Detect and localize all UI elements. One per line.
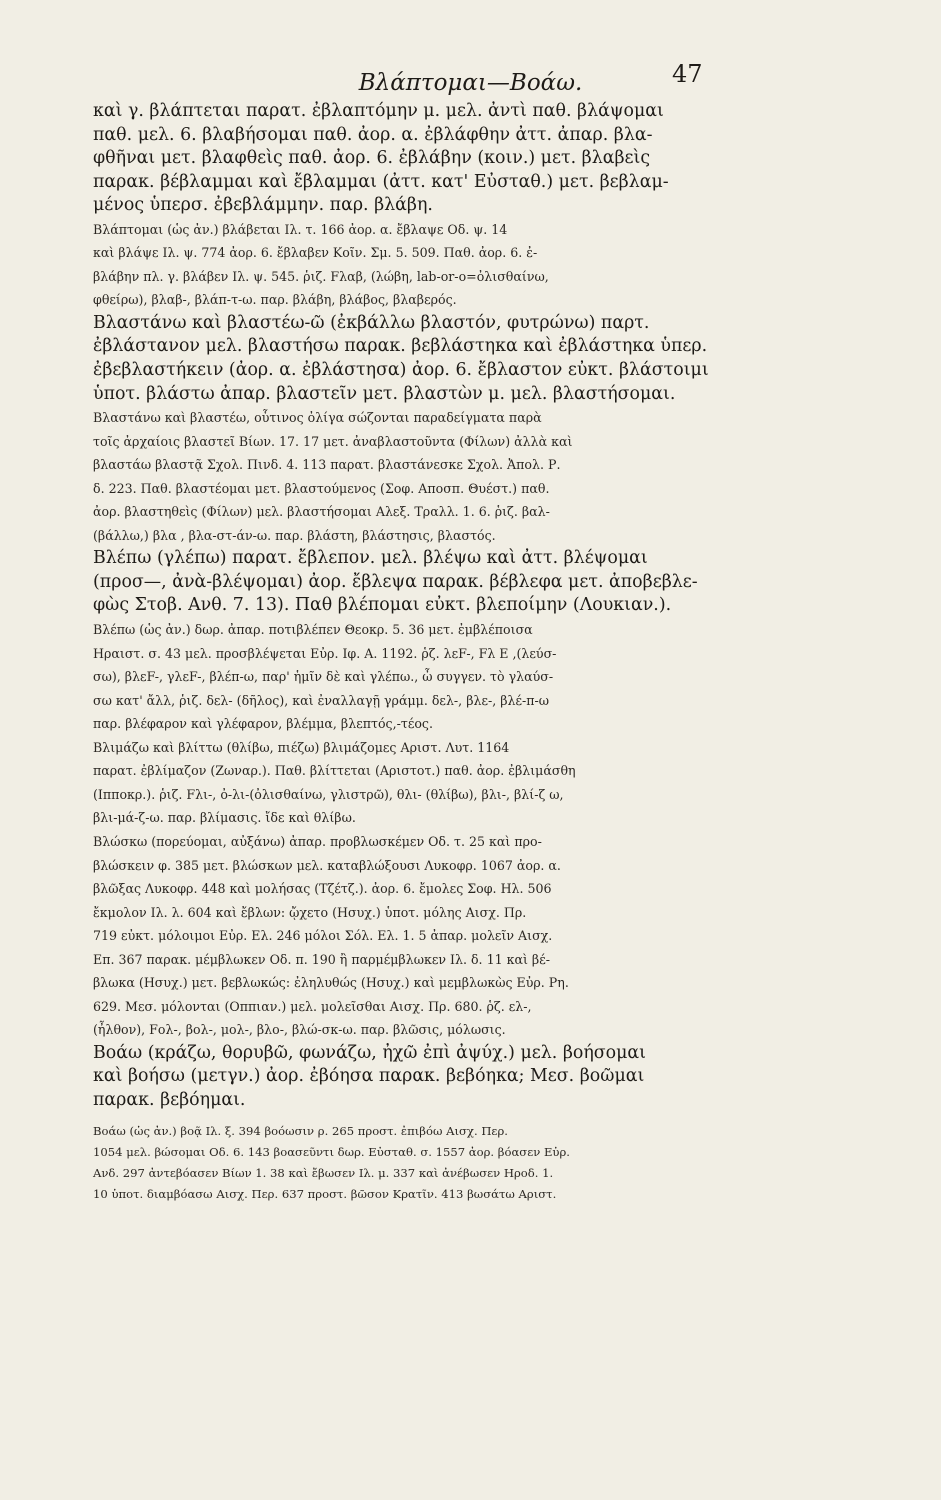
entry-line: ὑποτ. βλάστω ἀπαρ. βλαστεῖν μετ. βλαστὼν μ. μελ. βλαστήσομαι. [93, 383, 676, 404]
entry-line: φὼς Στοβ. Ανθ. 7. 13). Παθ βλέπομαι εὐκτ. βλεποίμην (Λουκιαν.). [93, 595, 672, 616]
note-line: ἀορ. βλαστηθεὶς (Φίλων) μελ. βλαστήσομαι Αλεξ. Τραλλ. 1. 6. ῥιζ. βαλ- [93, 504, 550, 520]
note-line: τοῖς ἀρχαίοις βλαστεῖ Βίων. 17. 17 μετ. ἀναβλαστοῦντα (Φίλων) ἀλλὰ καὶ [93, 433, 573, 449]
footnote-line: 10 ὑποτ. διαμβόασω Αισχ. Περ. 637 προστ. βῶσον Κρατῖν. 413 βωσάτω Αριστ. [93, 1186, 557, 1201]
note-line: σω κατ' ἄλλ, ῥιζ. δελ- (δῆλος), καὶ ἐναλλαγῇ γράμμ. δελ-, βλε-, βλέ-π-ω [93, 692, 550, 708]
note-line: Βλέπω (ὡς ἀν.) δωρ. ἀπαρ. ποτιβλέπεν Θεοκρ. 5. 36 μετ. ἐμβλέποισα [93, 622, 533, 638]
entry-line: Βλαστάνω καὶ βλαστέω-ῶ (ἐκβάλλω βλαστόν, φυτρώνω) παρτ. [93, 312, 650, 333]
note-line: δ. 223. Παθ. βλαστέομαι μετ. βλαστούμενος (Σοφ. Αποσπ. Θυέστ.) παθ. [93, 480, 550, 496]
note-line: Βλιμάζω καὶ βλίττω (θλίβω, πιέζω) βλιμάζομες Αριστ. Λυτ. 1164 [93, 739, 510, 755]
note-line: σω), βλεF-, γλεF-, βλέπ-ω, παρ' ἡμῖν δὲ καὶ γλέπω., ὦ συγγεν. τὸ γλαύσ- [93, 669, 554, 685]
note-line: καὶ βλάψε Ιλ. ψ. 774 ἀορ. 6. ἔβλαβεν Κοῖν. Σμ. 5. 509. Παθ. ἀορ. 6. ἐ- [93, 245, 538, 261]
entry-line: ἐβλάστανον μελ. βλαστήσω παρακ. βεβλάστηκα καὶ ἐβλάστηκα ὑπερ. [93, 336, 708, 357]
entry-line: παρακ. βέβλαμμαι καὶ ἔβλαμμαι (ἀττ. κατ' Εὐσταθ.) μετ. βεβλαμ- [93, 171, 669, 192]
footnote-line: Ανδ. 297 ἀντεβόασεν Βίων 1. 38 καὶ ἔβωσεν Ιλ. μ. 337 καὶ ἀνέβωσεν Ηροδ. 1. [93, 1165, 554, 1180]
footnote-line: 1054 μελ. βώσομαι Οδ. 6. 143 βοασεῦντι δωρ. Εὐσταθ. σ. 1557 ἀορ. βόασεν Εὐρ. [93, 1144, 570, 1159]
footnote-line: Βοάω (ὡς ἀν.) βοᾷ Ιλ. ξ. 394 βοόωσιν ρ. 265 προστ. ἐπιβόω Αισχ. Περ. [93, 1123, 508, 1138]
note-line: (Ιπποκρ.). ῥιζ. Fλι-, ὀ-λι-(ὀλισθαίνω, γλιστρῶ), θλι- (θλίβω), βλι-, βλί-ζ ω, [93, 786, 564, 802]
entry-line: καὶ γ. βλάπτεται παρατ. ἐβλαπτόμην μ. μελ. ἀντὶ παθ. βλάψομαι [93, 101, 664, 121]
page-number: 47 [672, 60, 703, 88]
note-line: βλῶξας Λυκοφρ. 448 καὶ μολήσας (Τζέτζ.). ἀορ. 6. ἔμολες Σοφ. Ηλ. 506 [93, 881, 552, 897]
note-line: Ηραιστ. σ. 43 μελ. προσβλέψεται Εὐρ. Ιφ. Α. 1192. ῥζ. λεF-, Fλ E ,(λεύσ- [93, 645, 557, 661]
note-line: βλάβην πλ. γ. βλάβεν Ιλ. ψ. 545. ῥιζ. Fλαβ, (λώβη, lab-or-o=ὀλισθαίνω, [93, 268, 549, 284]
running-title: Βλάπτομαι—Βοάω. [358, 70, 583, 96]
note-line: Βλαστάνω καὶ βλαστέω, οὗτινος ὀλίγα σώζονται παραδείγματα παρὰ [93, 410, 542, 426]
entry-line: παθ. μελ. 6. βλαβήσομαι παθ. ἀορ. α. ἐβλάφθην ἀττ. ἀπαρ. βλα- [93, 124, 653, 145]
entry-line: Βλέπω (γλέπω) παρατ. ἔβλεπον. μελ. βλέψω καὶ ἀττ. βλέψομαι [93, 548, 648, 569]
note-line: Βλάπτομαι (ὡς ἀν.) βλάβεται Ιλ. τ. 166 ἀορ. α. ἔβλαψε Οδ. ψ. 14 [93, 221, 508, 237]
note-line: 719 εὐκτ. μόλοιμοι Εὐρ. Ελ. 246 μόλοι Σόλ. Ελ. 1. 5 ἀπαρ. μολεῖν Αισχ. [93, 928, 553, 944]
entry-line: καὶ βοήσω (μετγν.) ἀορ. ἐβόησα παρακ. βεβόηκα; Μεσ. βοῶμαι [93, 1066, 645, 1087]
entry-line: μένος ὑπερσ. ἐβεβλάμμην. παρ. βλάβη. [93, 195, 433, 216]
note-line: Βλώσκω (πορεύομαι, αὐξάνω) ἀπαρ. προβλωσκέμεν Οδ. τ. 25 καὶ προ- [93, 833, 542, 849]
note-line: (βάλλω,) βλα , βλα-στ-άν-ω. παρ. βλάστη, βλάστησις, βλαστός. [93, 527, 496, 543]
entry-line: παρακ. βεβόημαι. [93, 1089, 246, 1110]
page-body-text [93, 100, 798, 1205]
note-line: βλωκα (Ησυχ.) μετ. βεβλωκώς: ἐληλυθώς (Ησυχ.) καὶ μεμβλωκὼς Εὐρ. Ρη. [93, 975, 569, 991]
note-line: ἔκμολον Ιλ. λ. 604 καὶ ἔβλων: ᾤχετο (Ησυχ.) ὑποτ. μόλης Αισχ. Πρ. [93, 904, 527, 920]
note-line: βλαστάω βλαστᾷ Σχολ. Πινδ. 4. 113 παρατ. βλαστάνεσκε Σχολ. Ἀπολ. Ρ. [93, 457, 561, 473]
note-line: 629. Μεσ. μόλονται (Οππιαν.) μελ. μολεῖσθαι Αισχ. Πρ. 680. ῥζ. ελ-, [93, 998, 532, 1014]
entry-line: ἐβεβλαστήκειν (ἀορ. α. ἐβλάστησα) ἀορ. 6. ἔβλαστον εὐκτ. βλάστοιμι [93, 360, 709, 381]
note-line: φθείρω), βλαβ-, βλάπ-τ-ω. παρ. βλάβη, βλάβος, βλαβερός. [93, 292, 457, 308]
note-line: παρατ. ἐβλίμαζον (Ζωναρ.). Παθ. βλίττεται (Αριστοτ.) παθ. ἀορ. ἐβλιμάσθη [93, 763, 576, 779]
note-line: Επ. 367 παρακ. μέμβλωκεν Οδ. π. 190 ἢ παρμέμβλωκεν Ιλ. δ. 11 καὶ βέ- [93, 951, 550, 967]
note-line: (ἦλθον), Fολ-, βολ-, μολ-, βλο-, βλώ-σκ-ω. παρ. βλῶσις, μόλωσις. [93, 1022, 506, 1038]
note-line: βλώσκειν φ. 385 μετ. βλώσκων μελ. καταβλώξουσι Λυκοφρ. 1067 ἀορ. α. [93, 857, 561, 873]
footnote-block [93, 1121, 798, 1205]
entry-line: φθῆναι μετ. βλαφθεὶς παθ. ἀορ. 6. ἐβλάβην (κοιν.) μετ. βλαβεὶς [93, 148, 651, 169]
note-line: παρ. βλέφαρον καὶ γλέφαρον, βλέμμα, βλεπτός,-τέος. [93, 716, 433, 732]
entry-line: (προσ—, ἀνὰ-βλέψομαι) ἀορ. ἔβλεψα παρακ. βέβλεφα μετ. ἀποβεβλε- [93, 571, 698, 592]
note-line: βλι-μά-ζ-ω. παρ. βλίμασις. ἴδε καὶ θλίβω. [93, 810, 356, 826]
entry-line: Βοάω (κράζω, θορυβῶ, φωνάζω, ἠχῶ ἐπὶ ἀψύχ.) μελ. βοήσομαι [93, 1042, 646, 1063]
